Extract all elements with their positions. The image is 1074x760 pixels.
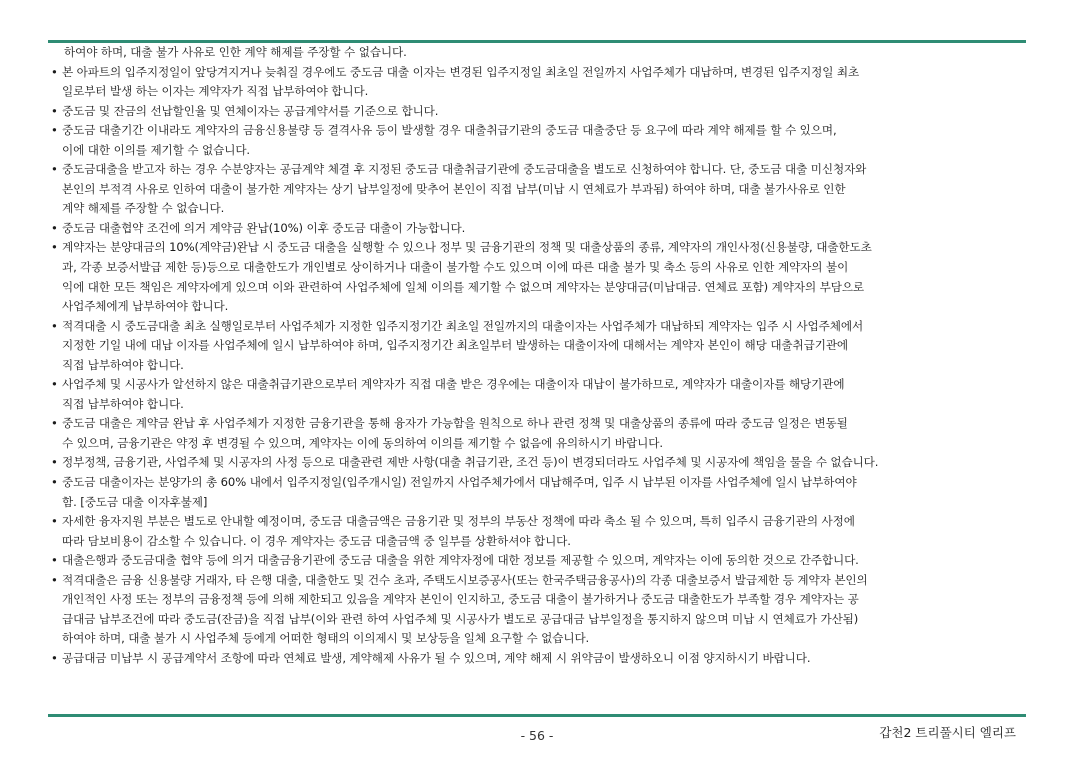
notice-line: • 중도금 대출이자는 분양가의 총 60% 내에서 입주지정일(입주개시일) 전일까지 사업주체가에서 대납해주며, 입주 시 납부된 이자를 사업주체에 일시 납부하여야	[62, 475, 857, 490]
notice-line: • 대출은행과 중도금대출 협약 등에 의거 대출금융기관에 중도금 대출을 위한 계약자정에 대한 정보를 제공할 수 있으며, 계약자는 이에 동의한 것으로 간주합니다.	[62, 553, 859, 568]
notice-list	[49, 63, 1031, 669]
notice-line: • 중도금 대출협약 조건에 의거 계약금 완납(10%) 이후 중도금 대출이 가능합니다.	[62, 220, 466, 235]
notice-item	[49, 375, 1031, 414]
notice-item	[49, 160, 1031, 219]
notice-line: 과, 각종 보증서발급 제한 등)등으로 대출한도가 개인별로 상이하거나 대출이 불가할 수도 있으며 이에 따른 대출 불가 및 축소 등의 사유로 인한 계약자의 불이	[62, 260, 849, 275]
notice-item	[49, 121, 1031, 160]
notice-line: • 중도금 대출기간 이내라도 계약자의 금융신용불량 등 결격사유 등이 발생할 경우 대출취급기관의 중도금 대출중단 등 요구에 따라 계약 해제를 할 수 있으며,	[62, 123, 837, 138]
continued-line: 하여야 하며, 대출 불가 사유로 인한 계약 해제를 주장할 수 없습니다.	[64, 45, 407, 59]
notice-line: 사업주체에게 납부하여야 합니다.	[62, 299, 229, 314]
notice-line: 급대금 납부조건에 따라 중도금(잔금)을 직접 납부(이와 관련 하여 사업주체 및 시공사가 별도로 공급대금 납부일정을 통지하지 않으며 미납 시 연체료가 가산됨)	[62, 611, 859, 626]
notice-line: 계약 해제를 주장할 수 없습니다.	[62, 201, 225, 216]
bottom-divider	[48, 714, 1026, 717]
notice-item	[49, 317, 1031, 376]
notice-line: • 본 아파트의 입주지정일이 앞당겨지거나 늦춰질 경우에도 중도금 대출 이자는 변경된 입주지정일 최초일 전일까지 사업주체가 대납하며, 변경된 입주지정일 최초	[62, 64, 860, 79]
notice-line: • 중도금 대출은 계약금 완납 후 사업주체가 지정한 금융기관을 통해 융자가 가능함을 원칙으로 하나 관련 정책 및 대출상품의 종류에 따라 중도금 일정은 변동될	[62, 416, 848, 431]
notice-line: 이에 대한 이의를 제기할 수 없습니다.	[62, 142, 251, 157]
notice-line: • 계약자는 분양대금의 10%(계약금)완납 시 중도금 대출을 실행할 수 있으나 정부 및 금융기관의 정책 및 대출상품의 종류, 계약자의 개인사정(신용불량, 대출한도초	[62, 240, 872, 255]
notice-line: 개인적인 사정 또는 정부의 금융정책 등에 의해 제한되고 있음을 계약자 본인이 인지하고, 중도금 대출이 불가하거나 중도금 대출한도가 부족할 경우 계약자는 공	[62, 592, 859, 607]
notice-item	[49, 453, 1031, 473]
notice-item	[49, 473, 1031, 512]
page-number: - 56 -	[520, 728, 554, 743]
notice-line: 함. [중도금 대출 이자후불제]	[62, 494, 208, 509]
notice-item	[49, 551, 1031, 571]
notice-line: • 중도금대출을 받고자 하는 경우 수분양자는 공급계약 체결 후 지정된 중도금 대출취급기관에 중도금대출을 별도로 신청하여야 합니다. 단, 중도금 대출 미신청자와	[62, 162, 867, 177]
notice-line: 일로부터 발생 하는 이자는 계약자가 직접 납부하여야 합니다.	[62, 84, 369, 99]
document-body	[49, 43, 1031, 669]
notice-item	[49, 649, 1031, 669]
notice-line: • 사업주체 및 시공사가 알선하지 않은 대출취급기관으로부터 계약자가 직접 대출 받은 경우에는 대출이자 대납이 불가하므로, 계약자가 대출이자를 해당기관에	[62, 377, 845, 392]
notice-line: • 자세한 융자지원 부분은 별도로 안내할 예정이며, 중도금 대출금액은 금융기관 및 정부의 부동산 정책에 따라 축소 될 수 있으며, 특히 입주시 금융기관의 사정에	[62, 514, 855, 529]
notice-line: 하여야 하며, 대출 불가 시 사업주체 등에게 어떠한 형태의 이의제시 및 보상등을 일체 요구할 수 없습니다.	[62, 631, 590, 646]
notice-item	[49, 63, 1031, 102]
notice-item	[49, 571, 1031, 649]
notice-line: • 정부정책, 금융기관, 사업주체 및 시공자의 사정 등으로 대출관련 제반 사항(대출 취급기관, 조건 등)이 변경되더라도 사업주체 및 시공자에 책임을 물을 수 없습니다.	[62, 455, 879, 470]
notice-line: 직접 납부하여야 합니다.	[62, 396, 184, 411]
notice-line: • 공급대금 미납부 시 공급계약서 조항에 따라 연체료 발생, 계약해제 사유가 될 수 있으며, 계약 해제 시 위약금이 발생하오니 이점 양지하시기 바랍니다.	[62, 650, 811, 665]
notice-line: 본인의 부적격 사유로 인하여 대출이 불가한 계약자는 상기 납부일정에 맞추어 본인이 직접 납부(미납 시 연체료가 부과됨) 하여야 하며, 대출 불가사유로 인한	[62, 181, 846, 196]
footer-complex-name: 갑천2 트리풀시티 엘리프	[879, 725, 1016, 740]
notice-line: • 적격대출은 금융 신용불량 거래자, 타 은행 대출, 대출한도 및 건수 초과, 주택도시보증공사(또는 한국주택금융공사)의 각종 대출보증서 발급제한 등 계약자 본인의	[62, 572, 868, 587]
notice-line: 따라 담보비용이 감소할 수 있습니다. 이 경우 계약자는 중도금 대출금액 중 일부를 상환하셔야 합니다.	[62, 533, 571, 548]
notice-line: • 중도금 및 잔금의 선납할인율 및 연체이자는 공급계약서를 기준으로 합니다.	[62, 103, 439, 118]
notice-line: 직접 납부하여야 합니다.	[62, 357, 184, 372]
notice-line: 수 있으며, 금융기관은 약정 후 변경될 수 있으며, 계약자는 이에 동의하여 이의를 제기할 수 없음에 유의하시기 바랍니다.	[62, 435, 663, 450]
notice-line: 익에 대한 모든 책임은 계약자에게 있으며 이와 관련하여 사업주체에 일체 이의를 제기할 수 없으며 계약자는 분양대금(미납대금. 연체료 포함) 계약자의 부담으로	[62, 279, 865, 294]
notice-line: • 적격대출 시 중도금대출 최초 실행일로부터 사업주체가 지정한 입주지정기간 최초일 전일까지의 대출이자는 사업주체가 대납하되 계약자는 입주 시 사업주체에서	[62, 318, 864, 333]
notice-item	[49, 102, 1031, 122]
notice-item	[49, 238, 1031, 316]
notice-item	[49, 219, 1031, 239]
notice-line: 지정한 기일 내에 대납 이자를 사업주체에 일시 납부하여야 하며, 입주지정기간 최초일부터 발생하는 대출이자에 대해서는 계약자 본인이 해당 대출취급기관에	[62, 338, 849, 353]
notice-item	[49, 512, 1031, 551]
notice-item	[49, 414, 1031, 453]
